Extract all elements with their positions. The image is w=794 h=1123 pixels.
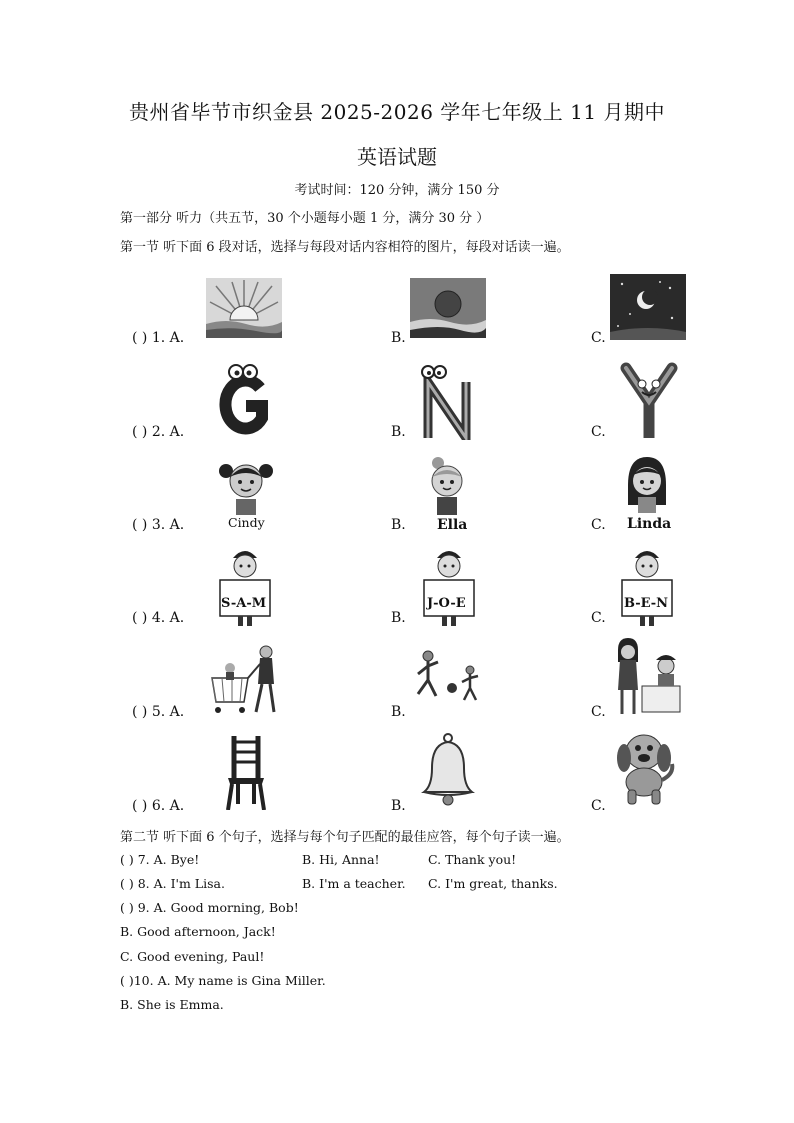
sign-text-sam: S-A-M <box>221 596 267 611</box>
question-number: ( ) 6. A. <box>132 798 185 814</box>
question-9-option-c: C. Good evening, Paul! <box>120 949 265 964</box>
letter-n-image <box>416 362 478 440</box>
option-c-label: C. <box>591 424 606 440</box>
dog-image <box>614 730 676 808</box>
question-8-option-a: ( ) 8. A. I'm Lisa. <box>120 876 225 891</box>
name-label-linda: Linda <box>627 516 672 532</box>
question-8 <box>120 876 720 894</box>
option-c-label: C. <box>591 704 606 720</box>
question-6 <box>120 730 690 820</box>
question-2 <box>120 362 690 452</box>
question-8-option-c: C. I'm great, thanks. <box>428 876 558 891</box>
question-3 <box>120 453 690 543</box>
question-4 <box>120 546 690 636</box>
option-b-label: B. <box>391 424 406 440</box>
question-9-option-b: B. Good afternoon, Jack! <box>120 924 276 939</box>
question-number: ( ) 5. A. <box>132 704 185 720</box>
chair-image <box>224 734 268 810</box>
option-c-label: C. <box>591 610 606 626</box>
name-label-ella: Ella <box>437 517 468 533</box>
part1-heading: 第一部分 听力（共五节，30 个小题每小题 1 分，满分 30 分 ） <box>120 211 490 226</box>
letter-y-image <box>618 362 680 440</box>
section2-instructions: 第二节 听下面 6 个句子，选择与每个句子匹配的最佳应答，每个句子读一遍。 <box>120 830 570 845</box>
sign-text-ben: B-E-N <box>624 596 669 611</box>
sunrise-image <box>206 278 282 338</box>
question-10-option-a: ( )10. A. My name is Gina Miller. <box>120 973 326 988</box>
question-number: ( ) 2. A. <box>132 424 185 440</box>
name-label-cindy: Cindy <box>228 515 265 530</box>
option-c-label: C. <box>591 330 606 346</box>
question-5 <box>120 638 690 728</box>
option-b-label: B. <box>391 517 406 533</box>
girl-pigtails-image <box>218 455 274 515</box>
question-number: ( ) 4. A. <box>132 610 185 626</box>
question-7-option-c: C. Thank you! <box>428 852 517 867</box>
exam-info: 考试时间：120 分钟，满分 150 分 <box>294 183 500 198</box>
question-number: ( ) 3. A. <box>132 517 185 533</box>
question-number: ( ) 1. A. <box>132 330 185 346</box>
option-c-label: C. <box>591 517 606 533</box>
question-7-option-a: ( ) 7. A. Bye! <box>120 852 200 867</box>
bell-image <box>420 732 476 810</box>
boy-sign-image-a <box>218 546 272 628</box>
teacher-student-image <box>612 638 684 718</box>
option-c-label: C. <box>591 798 606 814</box>
option-b-label: B. <box>391 330 406 346</box>
option-b-label: B. <box>391 704 406 720</box>
option-b-label: B. <box>391 610 406 626</box>
page-subtitle: 英语试题 <box>357 145 437 169</box>
girl-bun-image <box>424 455 470 515</box>
question-9-option-a: ( ) 9. A. Good morning, Bob! <box>120 900 299 915</box>
boy-sign-image-c <box>620 546 674 628</box>
letter-g-image <box>216 362 272 440</box>
shopping-cart-image <box>208 642 280 718</box>
question-8-option-b: B. I'm a teacher. <box>302 876 406 891</box>
question-7 <box>120 852 720 870</box>
boy-sign-image-b <box>422 546 476 628</box>
question-10-option-b: B. She is Emma. <box>120 997 224 1012</box>
page-title: 贵州省毕节市织金县 2025-2026 学年七年级上 11 月期中 <box>129 100 665 124</box>
option-b-label: B. <box>391 798 406 814</box>
kids-playing-ball-image <box>412 648 484 708</box>
question-1 <box>120 270 690 360</box>
girl-long-hair-image <box>624 455 670 513</box>
night-moon-image <box>610 274 686 340</box>
section1-instructions: 第一节 听下面 6 段对话，选择与每段对话内容相符的图片，每段对话读一遍。 <box>120 240 570 255</box>
question-7-option-b: B. Hi, Anna! <box>302 852 380 867</box>
sunset-image <box>410 278 486 338</box>
sign-text-joe: J-O-E <box>427 596 466 611</box>
